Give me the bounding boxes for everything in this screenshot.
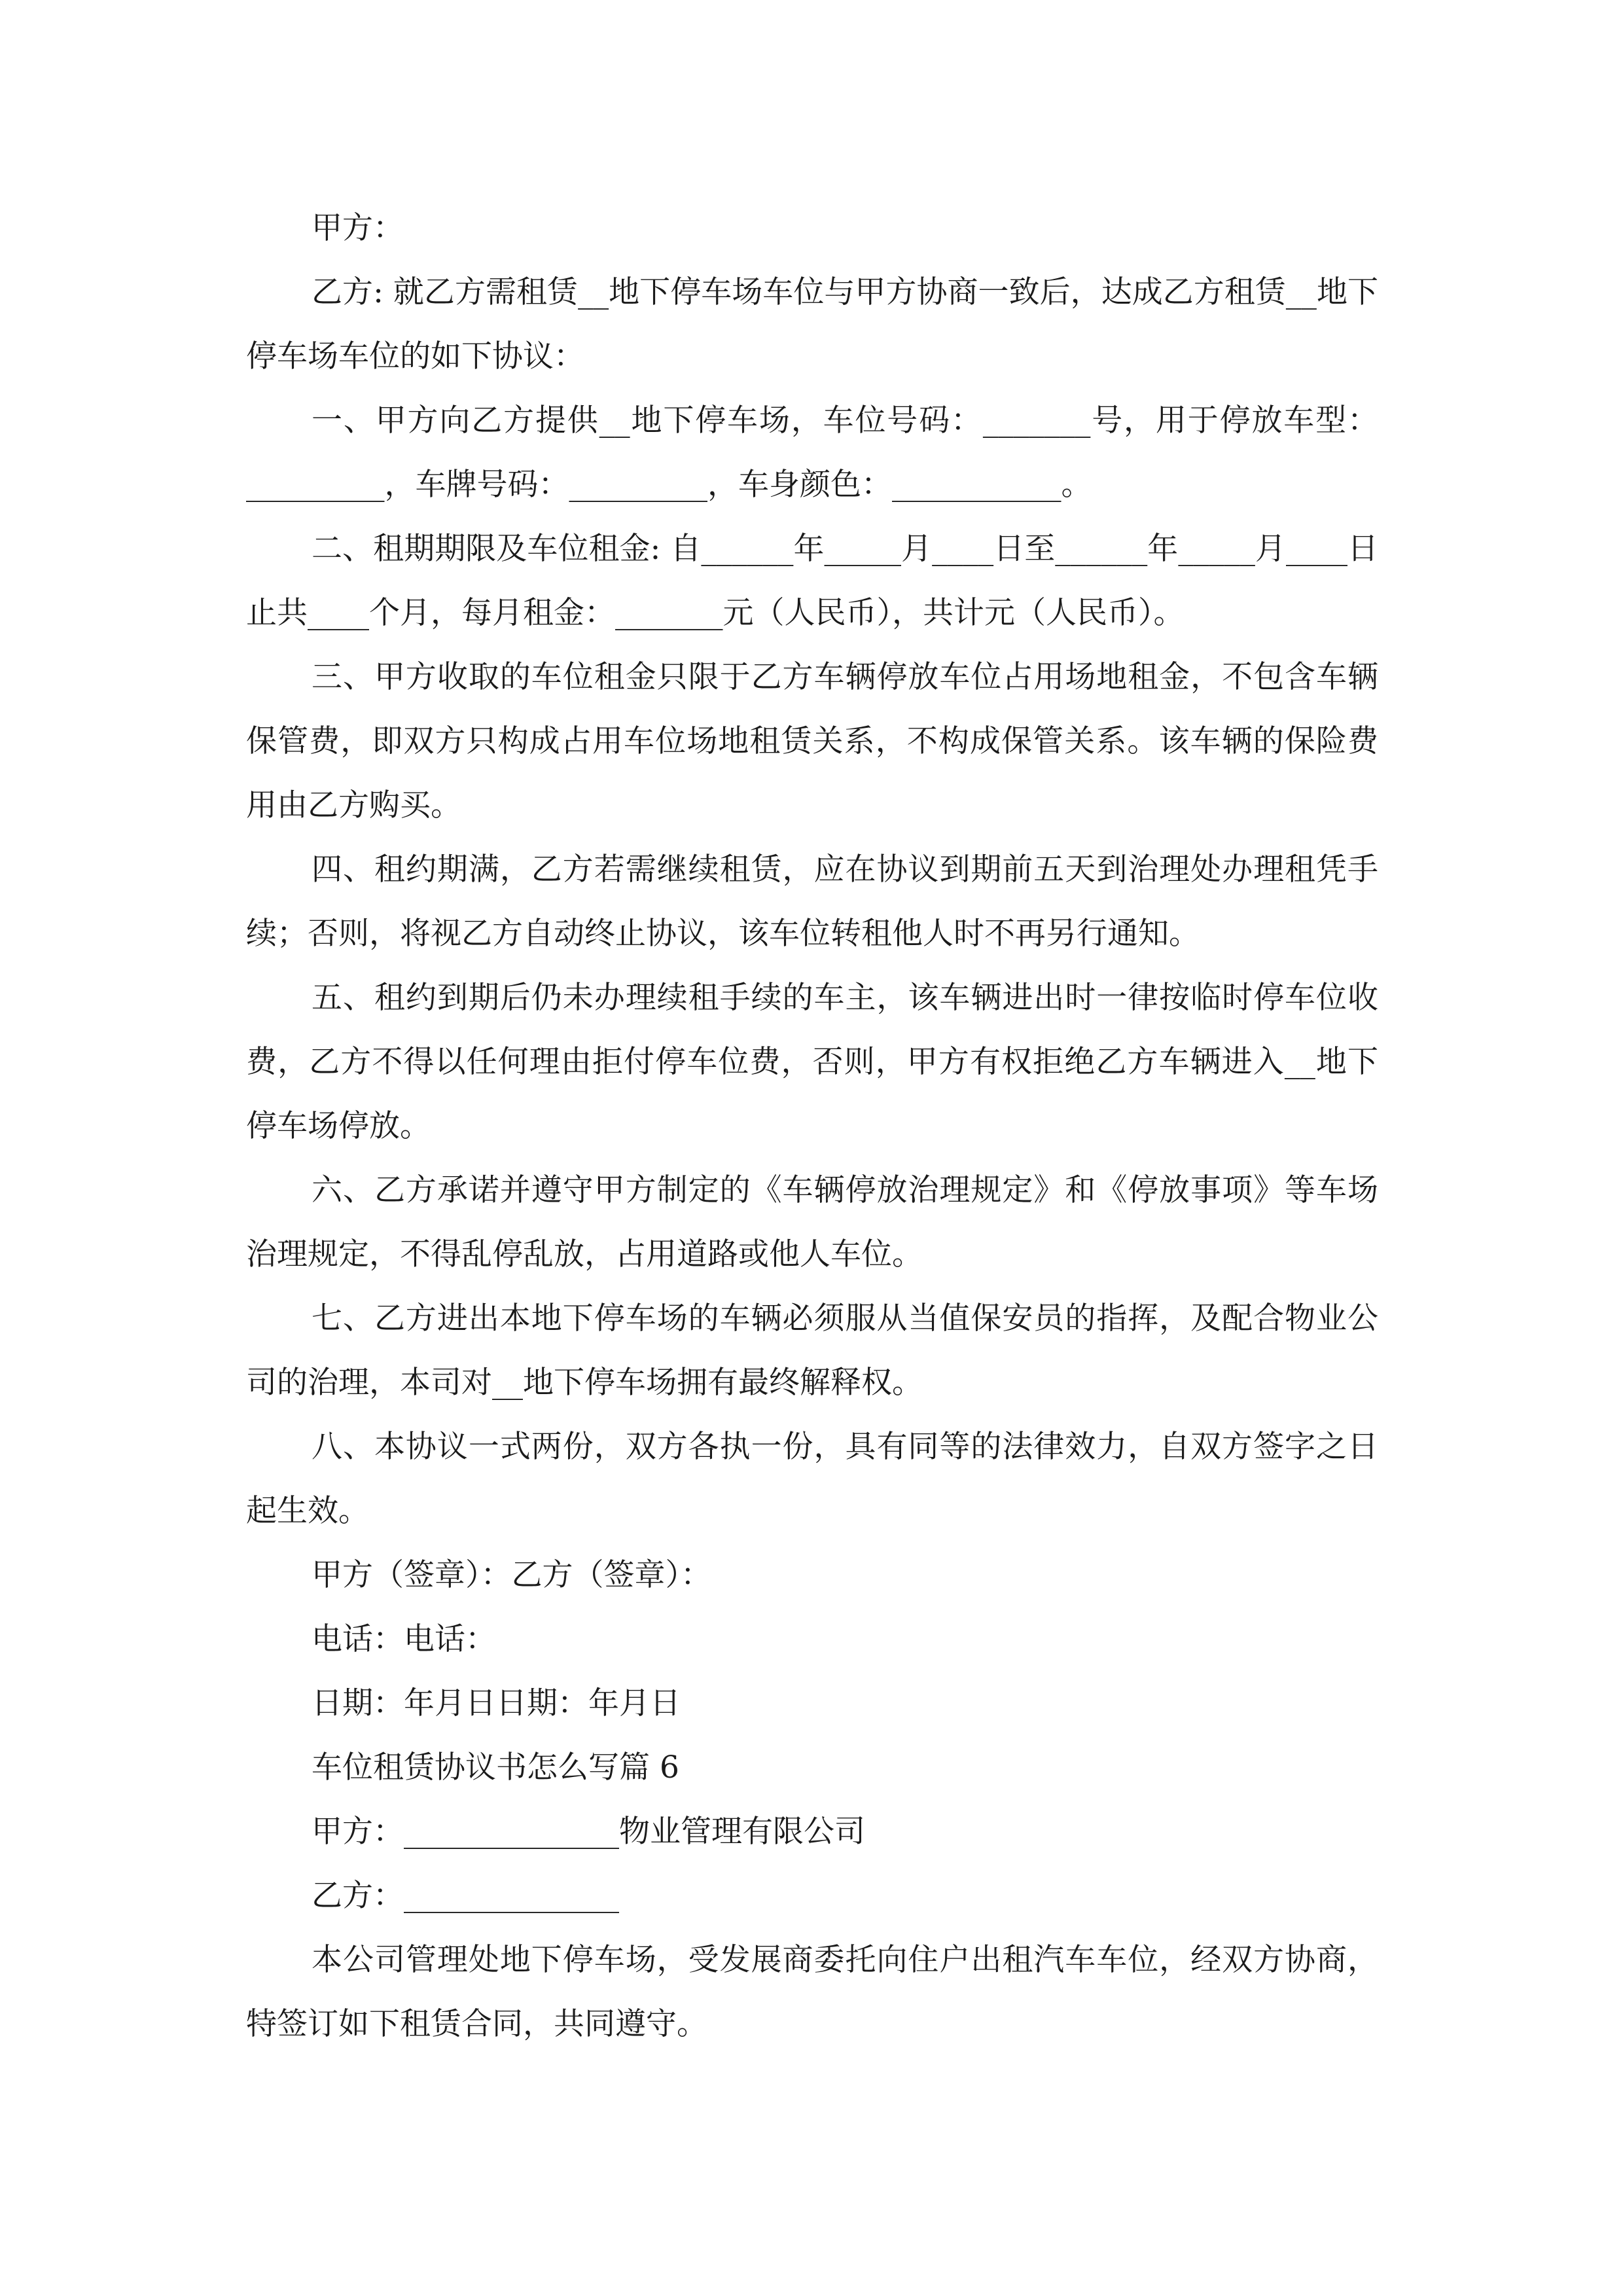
date-line: 日期：年月日日期：年月日 xyxy=(312,1685,681,1721)
clause-1: 一、甲方向乙方提供__地下停车场，车位号码：_______号，用于停放车型：_________，车牌号码：_________，车身颜色：___________。 xyxy=(246,403,1378,503)
party-b-line: 乙方：______________ xyxy=(312,1878,619,1914)
document-page xyxy=(246,196,1378,2056)
party-b-intro: 乙方: 就乙方需租赁__地下停车场车位与甲方协商一致后，达成乙方租赁__地下停车场车位的如下协议： xyxy=(246,274,1378,374)
phone-line: 电话：电话： xyxy=(312,1621,496,1657)
intro-paragraph: 本公司管理处地下停车场，受发展商委托向住户出租汽车车位，经双方协商，特签订如下租赁合同，共同遵守。 xyxy=(246,1942,1378,2042)
clause-2: 二、租期期限及车位租金: 自______年_____月____日至______年_____月____日止共____个月，每月租金：_______元（人民币），共计元（人民币）。 xyxy=(246,531,1378,631)
section-title: 车位租赁协议书怎么写篇 6 xyxy=(312,1749,679,1785)
clause-8: 八、本协议一式两份，双方各执一份，具有同等的法律效力，自双方签字之日起生效。 xyxy=(246,1429,1378,1529)
signature-line: 甲方（签章）：乙方（签章）： xyxy=(312,1557,711,1593)
clause-7: 七、乙方进出本地下停车场的车辆必须服从当值保安员的指挥，及配合物业公司的治理，本司对__地下停车场拥有最终解释权。 xyxy=(246,1300,1378,1401)
party-a-label: 甲方： xyxy=(312,210,404,246)
clause-6: 六、乙方承诺并遵守甲方制定的《车辆停放治理规定》和《停放事项》等车场治理规定，不得乱停乱放，占用道路或他人车位。 xyxy=(246,1172,1378,1272)
clause-5: 五、租约到期后仍未办理续租手续的车主，该车辆进出时一律按临时停车位收费，乙方不得以任何理由拒付停车位费，否则，甲方有权拒绝乙方车辆进入__地下停车场停放。 xyxy=(246,980,1378,1144)
party-a-company-line: 甲方：______________物业管理有限公司 xyxy=(312,1814,865,1850)
clause-3: 三、甲方收取的车位租金只限于乙方车辆停放车位占用场地租金，不包含车辆保管费，即双方只构成占用车位场地租赁关系，不构成保管关系。该车辆的保险费用由乙方购买。 xyxy=(246,659,1378,823)
clause-4: 四、租约期满，乙方若需继续租赁，应在协议到期前五天到治理处办理租凭手续；否则，将视乙方自动终止协议，该车位转租他人时不再另行通知。 xyxy=(246,852,1378,952)
